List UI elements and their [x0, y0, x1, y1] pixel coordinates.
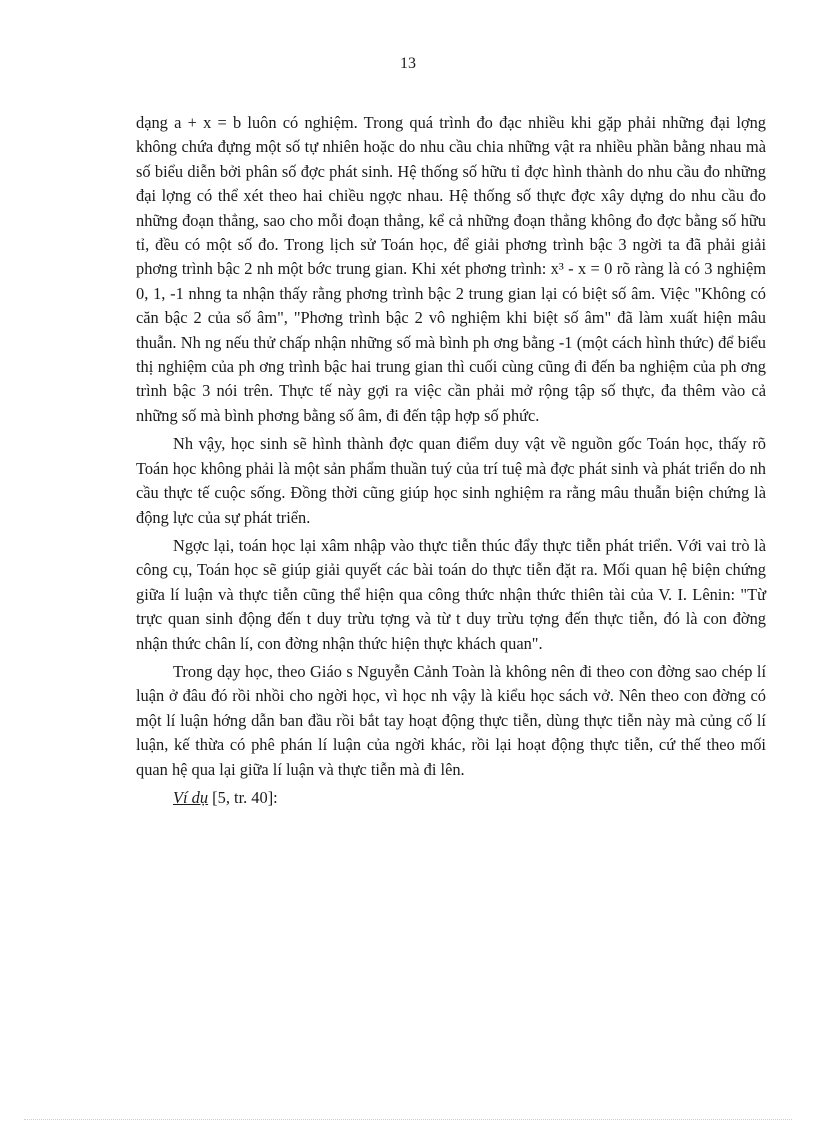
paragraph-materialist-view: Nh vậy, học sinh sẽ hình thành đợc quan điểm duy vật về nguồn gốc Toán học, thấy rõ Toán học không phải là một sản phẩm thuần tuý của trí tuệ mà đợc phát sinh và phát triển do nh cầu thực tế cuộc sống. Đồng thời cũng giúp học sinh nghiệm ra rằng mâu thuẫn biện chứng là động lực của sự phát triển.: [136, 434, 766, 527]
example-label: Ví dụ: [173, 787, 209, 807]
page-bottom-border: [24, 1119, 792, 1120]
page-number: 13: [400, 55, 416, 72]
example-line: [136, 786, 766, 810]
paragraph-number-systems: dạng a + x = b luôn có nghiệm. Trong quá trình đo đạc nhiều khi gặp phải những đại lợng không chứa đựng một số tự nhiên hoặc do nhu cầu chia những vật ra nhiều phần bằng nhau mà số biểu diễn bởi phân số đợc phát sinh. Hệ thống số hữu tỉ đợc hình thành do nhu cầu đo những đại lợng có thể xét theo hai chiều ngợc nhau. Hệ thống số thực đợc xây dựng do nhu cầu đo những đoạn thẳng, sao cho mỗi đoạn thẳng, kể cả những đoạn thẳng không đo đợc bằng số hữu tỉ, đều có một số đo. Trong lịch sử Toán học, để giải phơng trình bậc 3 ngời ta đã phải giải phơng trình bậc 2 nh một bớc trung gian. Khi xét phơng trình: x³ - x = 0 rõ ràng là có 3 nghiệm 0, 1, -1 nhng ta nhận thấy rằng phơng trình bậc 2 trung gian lại có biệt số âm. Việc "Không có căn bậc 2 của số âm", "Phơng trình bậc 2 vô nghiệm khi biệt số âm" đã làm xuất hiện mâu thuẫn. Nh ng nếu thử chấp nhận những số mà bình ph ơng bằng -1 (một cách hình thức) để biểu thị nghiệm của ph ơng trình bậc hai trung gian thì cuối cùng cũng đi đến ba nghiệm của ph ơng trình bậc 3 nói trên. Thực tế này gợi ra việc cần phải mở rộng tập số thực, đa thêm vào cả những số mà bình phơng bằng số âm, đi đến tập hợp số phức.: [136, 113, 766, 425]
body-text: [136, 111, 766, 810]
paragraph-theory-practice: Ngợc lại, toán học lại xâm nhập vào thực tiễn thúc đẩy thực tiễn phát triển. Với vai trò là công cụ, Toán học sẽ giúp giải quyết các bài toán do thực tiễn đặt ra. Mối quan hệ biện chứng giữa lí luận và thực tiễn cũng thể hiện qua công thức nhận thức thiên tài của V. I. Lênin: "Từ trực quan sinh động đến t duy trừu tợng và từ t duy trừu tợng đến thực tiễn, đó là con đờng nhận thức chân lí, con đờng nhận thức hiện thực khách quan".: [136, 535, 766, 653]
example-reference: [5, tr. 40]:: [208, 787, 278, 807]
paragraph-teaching-method: Trong dạy học, theo Giáo s Nguyễn Cảnh Toàn là không nên đi theo con đờng sao chép lí luận ở đâu đó rồi nhồi cho ngời học, vì học nh vậy là kiểu học sách vở. Nên theo con đờng có một lí luận hớng dẫn ban đầu rồi bắt tay hoạt động thực tiễn, dùng thực tiễn này mà củng cố lí luận, kế thừa có phê phán lí luận của ngời khác, rồi lại hoạt động thực tiễn, cứ thế theo mối quan hệ qua lại giữa lí luận và thực tiễn mà đi lên.: [136, 661, 766, 779]
